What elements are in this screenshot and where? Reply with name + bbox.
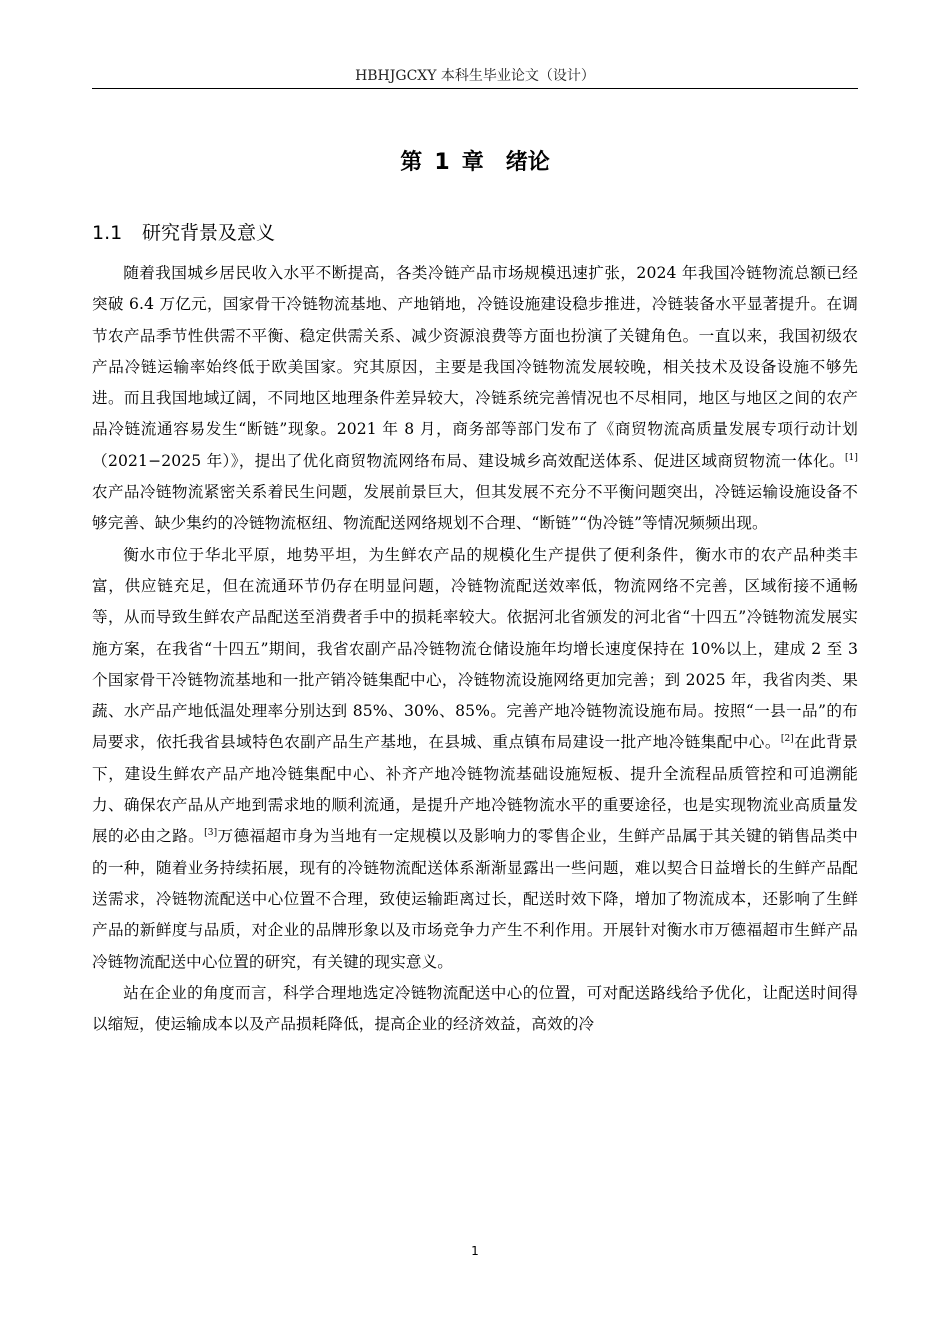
citation-ref[interactable]: [1] [844,452,858,463]
paragraph-text: 随着我国城乡居民收入水平不断提高，各类冷链产品市场规模迅速扩张，2024 年我国冷链物流总额已经突破 6.4 万亿元，国家骨干冷链物流基地、产地销地，冷链设施建设稳步推进，冷链装备水平显著提升。在调节农产品季节性供需不平衡、稳定供需关系、减少资源浪费等方面也扮演了关键角色。一直以来，我国初级农产品冷链运输率始终低于欧美国家。究其原因，主要是我国冷链物流发展较晚，相关技术及设备设施不够先进。而且我国地域辽阔，不同地区地理条件差异较大，冷链系统完善情况也不尽相同，地区与地区之间的农产品冷链流通容易发生“断链”现象。2021 年 8 月，商务部等部门发布了《商贸物流高质量发展专项行动计划（2021−2025 年）》，提出了优化商贸物流网络布局、建设城乡高效配送体系、促进区域商贸物流一体化。 [92,264,858,470]
chapter-title: 第 1 章 绪论 [400,150,550,175]
running-header [92,66,858,89]
page-number: 1 [471,1244,479,1258]
paragraph-1 [92,258,858,540]
paragraph-3 [92,978,858,1041]
paragraph-text: 在此背景下，建设生鲜农产品产地冷链集配中心、补齐产地冷链物流基础设施短板、提升全流程品质管控和可追溯能力、确保农产品从产地到需求地的顺利流通，是提升产地冷链物流水平的重要途径，也是实现物流业高质量发展的必由之路。 [92,733,858,846]
section-number: 1.1 [92,222,123,244]
citation-ref[interactable]: [2] [780,734,794,745]
running-header-title: HBHJGCXY 本科生毕业论文（设计） [355,68,595,84]
section-heading [92,218,858,248]
body-text [92,258,858,1040]
paragraph-text: 万德福超市身为当地有一定规模以及影响力的零售企业，生鲜产品属于其关键的销售品类中的一种，随着业务持续拓展，现有的冷链物流配送体系渐渐显露出一些问题，难以契合日益增长的生鲜产品配送需求，冷链物流配送中心位置不合理，致使运输距离过长，配送时效下降，增加了物流成本，还影响了生鲜产品的新鲜度与品质，对企业的品牌形象以及市场竞争力产生不利作用。开展针对衡水市万德福超市生鲜产品冷链物流配送中心位置的研究，有关键的现实意义。 [92,827,858,971]
section-title: 研究背景及意义 [142,222,276,244]
paragraph-text: 农产品冷链物流紧密关系着民生问题，发展前景巨大，但其发展不充分不平衡问题突出，冷链运输设施设备不够完善、缺少集约的冷链物流枢纽、物流配送网络规划不合理、“断链”“伪冷链”等情况频频出现。 [92,483,858,533]
citation-ref[interactable]: [3] [204,828,218,839]
paragraph-2 [92,540,858,978]
paragraph-text: 站在企业的角度而言，科学合理地选定冷链物流配送中心的位置，可对配送路线给予优化，让配送时间得以缩短，使运输成本以及产品损耗降低，提高企业的经济效益，高效的冷 [92,983,858,1034]
paragraph-text: 衡水市位于华北平原，地势平坦，为生鲜农产品的规模化生产提供了便利条件，衡水市的农产品种类丰富，供应链充足，但在流通环节仍存在明显问题，冷链物流配送效率低，物流网络不完善，区域衔接不通畅等，从而导致生鲜农产品配送至消费者手中的损耗率较大。依据河北省颁发的河北省“十四五”冷链物流发展实施方案，在我省“十四五”期间，我省农副产品冷链物流仓储设施年均增长速度保持在 10%以上，建成 2 至 3 个国家骨干冷链物流基地和一批产销冷链集配中心，冷链物流设施网络更加完善；到 2025 年，我省肉类、果蔬、水产品产地低温处理率分别达到 85%、30%、85%。完善产地冷链物流设施布局。按照“一县一品”的布局要求，依托我省县域特色农副产品生产基地，在县城、重点镇布局建设一批产地冷链集配中心。 [92,545,858,752]
